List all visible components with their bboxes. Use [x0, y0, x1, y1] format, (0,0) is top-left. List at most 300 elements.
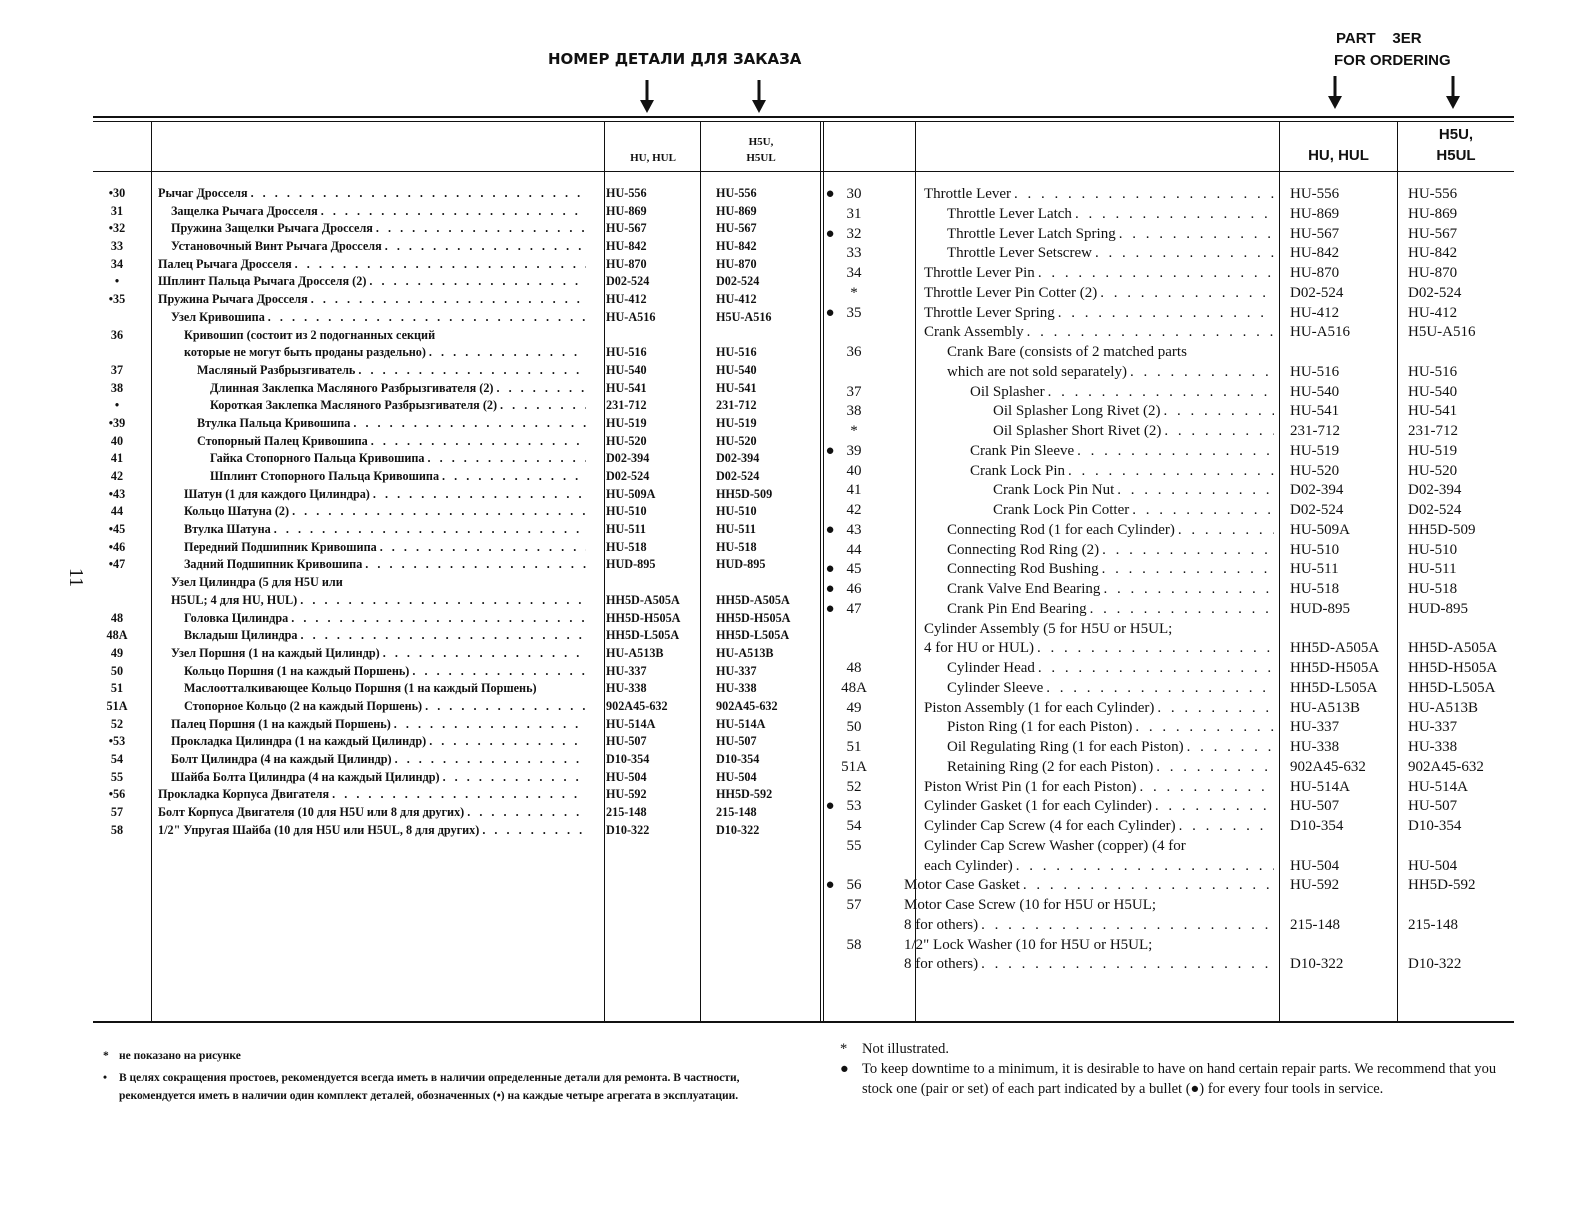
table-row [93, 752, 820, 770]
row-description-text: Установочный Винт Рычага Дросселя [171, 239, 382, 254]
footnote-mark: • [103, 1072, 108, 1084]
part-number-h5: D02-394 [1408, 482, 1462, 499]
part-number-hu: HU-520 [1290, 462, 1340, 479]
row-ref-number: 34 [846, 265, 862, 281]
part-number-hu: HU-338 [1290, 739, 1340, 755]
part-number-hu: 231-712 [1290, 423, 1340, 439]
bullet-icon: ● [825, 521, 835, 538]
part-number-hu: 231-712 [606, 398, 647, 413]
part-number-hu [1290, 937, 1402, 957]
row-description-text: Короткая Заклепка Масляного Разбрызгивателя (2) [210, 398, 498, 413]
right-parts-table [825, 186, 1514, 976]
row-ref-number: 40 [110, 433, 124, 448]
part-number-h5: 231-712 [716, 398, 757, 413]
table-row [93, 328, 820, 346]
row-description [924, 621, 1274, 641]
table-row [93, 504, 820, 522]
table-row [93, 557, 820, 575]
row-ref-number: 46 [846, 581, 862, 597]
row-description [924, 324, 1274, 344]
footnote-mark: * [840, 1041, 848, 1057]
table-row [828, 463, 1514, 483]
dot-leader [1037, 640, 1274, 660]
row-ref-number: 42 [846, 502, 862, 518]
part-number-hu [1290, 344, 1402, 364]
dot-leader [1077, 443, 1274, 463]
dot-leader [1095, 245, 1274, 265]
part-number-hu: HU-507 [606, 734, 647, 749]
table-row [828, 245, 1514, 265]
row-ref-number: 52 [110, 716, 124, 731]
dot-leader [395, 752, 586, 770]
table-row [828, 324, 1514, 344]
part-number-h5: HU-869 [716, 203, 757, 218]
row-description-text: Палец Рычага Дросселя [158, 256, 292, 271]
row-ref-number: •30 [108, 186, 126, 200]
row-description-text: Cylinder Head [947, 660, 1035, 676]
row-description [210, 451, 586, 469]
dot-leader [429, 345, 586, 363]
part-number-h5: HU-504 [716, 769, 757, 784]
row-ref-number: 48A [106, 628, 128, 643]
part-number-h5: HU-516 [1408, 363, 1458, 380]
row-ref-number: 51A [841, 758, 867, 775]
part-number-h5: 231-712 [1408, 423, 1458, 439]
row-ref-number: 36 [110, 327, 124, 342]
row-description-text: Кривошип (состоит из 2 подогнанных секций [184, 327, 436, 342]
part-number-h5: HU-510 [1408, 541, 1458, 558]
part-number-h5 [1408, 937, 1514, 957]
table-row [828, 542, 1514, 562]
right-col-header-h5-line1: H5U, [1438, 126, 1474, 143]
row-ref-number: 48 [846, 660, 862, 676]
row-description-text: Motor Case Screw (10 for H5U or H5UL; [904, 897, 1157, 913]
row-ref-number: 48 [110, 610, 124, 625]
dot-leader [376, 221, 586, 239]
dot-leader [428, 451, 587, 469]
part-number-h5: H5U-A516 [1408, 324, 1476, 341]
row-description-text: Задний Подшипник Кривошипа [184, 557, 363, 572]
table-row [828, 384, 1514, 404]
part-number-h5: HU-870 [716, 256, 757, 271]
part-number-hu: HH5D-H505A [1290, 660, 1380, 676]
bullet-icon: ● [825, 600, 835, 617]
part-number-h5: HU-556 [1408, 186, 1458, 202]
part-number-h5: HU-337 [716, 663, 757, 678]
part-number-hu: HU-592 [1290, 877, 1340, 894]
row-description-text: Пружина Рычага Дросселя [158, 292, 308, 307]
row-ref-number: 58 [110, 822, 124, 837]
part-number-h5: HU-504 [1408, 857, 1458, 874]
row-description-text: Crank Bare (consists of 2 matched parts [947, 344, 1187, 360]
table-row [828, 759, 1514, 779]
table-row [93, 239, 820, 257]
dot-leader [300, 593, 586, 611]
dot-leader [1058, 305, 1274, 325]
row-description [158, 787, 586, 805]
row-ref-number: 40 [846, 462, 862, 479]
part-number-hu: HU-519 [606, 415, 647, 430]
row-description-text: Головка Цилиндра [184, 610, 289, 625]
part-number-h5 [716, 575, 820, 593]
row-description-text: Oil Splasher Long Rivet (2) [993, 403, 1161, 420]
row-description [197, 416, 586, 434]
part-number-hu: HU-507 [1290, 798, 1340, 815]
part-number-hu: HU-556 [606, 186, 647, 200]
part-number-hu: HU-412 [606, 292, 647, 307]
part-number-h5: HH5D-509 [1408, 521, 1476, 538]
dot-leader [1164, 423, 1274, 443]
row-ref-number: 53 [846, 798, 862, 815]
row-ref-number: •43 [108, 486, 126, 501]
part-number-h5: HU-518 [1408, 581, 1458, 597]
part-number-hu: 902A45-632 [606, 698, 668, 713]
part-number-h5: HH5D-L505A [1408, 679, 1496, 696]
dot-leader [1139, 779, 1274, 799]
page-number: 11 [65, 567, 88, 588]
row-description [184, 487, 586, 505]
part-number-hu: HU-870 [606, 256, 647, 271]
part-number-h5: HU-540 [716, 362, 757, 377]
table-row [93, 522, 820, 540]
row-ref-number: 55 [110, 769, 124, 784]
row-ref-number: 41 [110, 451, 124, 466]
row-description [970, 443, 1274, 463]
part-number-h5: D02-394 [716, 451, 760, 466]
dot-leader [369, 274, 586, 292]
part-number-h5: HH5D-H505A [1408, 660, 1498, 676]
row-ref-number: 52 [846, 778, 862, 795]
table-row [825, 561, 1514, 581]
part-number-hu [1290, 838, 1402, 858]
row-description [947, 719, 1274, 739]
table-row [93, 823, 820, 841]
part-number-hu: HU-338 [606, 681, 647, 696]
row-description-text: Piston Wrist Pin (1 for each Piston) [924, 778, 1137, 795]
row-ref-number: 51A [106, 698, 128, 713]
part-number-h5: HU-514A [716, 716, 766, 731]
part-number-h5 [716, 328, 820, 346]
dot-leader [1023, 877, 1274, 897]
dot-leader [1179, 818, 1274, 838]
row-description [184, 504, 586, 522]
row-description-text: each Cylinder) [924, 857, 1013, 874]
row-ref-number: •53 [108, 734, 126, 749]
arrow-down-icon [749, 80, 769, 114]
part-number-h5 [1408, 897, 1514, 917]
part-number-hu: D02-524 [1290, 284, 1344, 301]
footnote [840, 1059, 1520, 1099]
table-row [93, 451, 820, 469]
bullet-icon: ● [825, 304, 835, 321]
part-number-h5: HU-A513B [1408, 699, 1478, 716]
row-description [947, 581, 1274, 601]
table-row [93, 416, 820, 434]
part-number-hu: 902A45-632 [1290, 758, 1366, 775]
part-number-hu: HU-337 [606, 663, 647, 678]
table-row [825, 798, 1514, 818]
table-row [828, 779, 1514, 799]
part-number-hu: D10-354 [606, 752, 650, 766]
dot-leader [1014, 186, 1274, 206]
row-ref-number: •35 [108, 292, 126, 307]
row-ref-number: 48A [841, 679, 867, 696]
row-description [158, 292, 586, 310]
row-description-text: Oil Regulating Ring (1 for each Piston) [947, 739, 1184, 755]
row-description-text: Болт Корпуса Двигателя (10 для H5U или 8 для других) [158, 805, 465, 820]
part-number-h5: D02-524 [716, 469, 760, 483]
dot-leader [500, 398, 586, 416]
row-description [924, 838, 1274, 858]
dot-leader [332, 787, 586, 805]
row-ref-number: •32 [108, 221, 126, 236]
table-row [93, 575, 820, 593]
part-number-hu: D02-524 [606, 469, 650, 483]
table-row [93, 221, 820, 239]
part-number-hu: HU-540 [606, 362, 647, 377]
table-row [828, 403, 1514, 423]
left-footnotes [93, 1047, 783, 1109]
row-description [158, 274, 586, 292]
row-description [947, 739, 1274, 759]
row-ref-number [834, 324, 874, 344]
table-row [828, 285, 1514, 305]
dot-leader [1117, 482, 1274, 502]
part-number-h5: HU-519 [716, 415, 757, 430]
row-description [197, 363, 586, 381]
row-ref-number: 55 [846, 837, 862, 854]
row-description [947, 344, 1274, 364]
row-description [171, 593, 586, 611]
dot-leader [482, 823, 586, 841]
part-number-h5: HU-511 [1408, 561, 1457, 578]
row-ref-number [93, 345, 141, 363]
row-description-text: Crank Lock Pin [970, 462, 1065, 479]
row-ref-number [834, 956, 874, 976]
part-number-h5: HU-511 [716, 522, 756, 537]
dot-leader [425, 699, 586, 717]
part-number-h5: HH5D-592 [1408, 877, 1476, 894]
table-row [93, 469, 820, 487]
part-number-h5: HU-842 [1408, 245, 1458, 262]
table-row [828, 660, 1514, 680]
row-ref-number: * [850, 423, 858, 439]
bullet-icon: ● [825, 561, 835, 578]
part-number-hu: HU-504 [606, 769, 647, 784]
footnote [93, 1047, 783, 1065]
part-number-h5: HU-519 [1408, 442, 1458, 459]
row-description [184, 699, 586, 717]
part-number-h5: HU-507 [716, 734, 757, 749]
table-bottom-rule [93, 1021, 1514, 1023]
row-description-text: Crank Pin End Bearing [947, 600, 1087, 617]
row-description [993, 423, 1274, 443]
row-ref-number: 54 [846, 818, 862, 834]
dot-leader [1102, 561, 1274, 581]
row-description [158, 186, 586, 204]
row-description [184, 522, 586, 540]
dot-leader [371, 434, 586, 452]
row-description-text: Стопорное Кольцо (2 на каждый Поршень) [184, 698, 423, 713]
dot-leader [429, 734, 586, 752]
part-number-h5: HU-567 [1408, 225, 1458, 242]
table-row [93, 204, 820, 222]
part-number-h5: HU-507 [1408, 798, 1458, 815]
row-description [970, 463, 1274, 483]
part-number-hu: HU-842 [606, 239, 647, 254]
part-number-hu: HU-412 [1290, 304, 1340, 321]
part-number-hu: HH5D-L505A [606, 628, 680, 643]
part-number-hu: 215-148 [606, 805, 647, 820]
row-ref-number: 49 [110, 645, 124, 660]
row-description-text: Стопорный Палец Кривошипа [197, 433, 368, 448]
row-description-text: 4 for HU or HUL) [924, 640, 1034, 657]
table-row [93, 363, 820, 381]
row-description-text: Motor Case Gasket [904, 877, 1020, 894]
row-description-text: Передний Подшипник Кривошипа [184, 539, 377, 554]
row-description-text: Маслоотталкивающее Кольцо Поршня (1 на каждый Поршень) [184, 681, 537, 696]
row-description [210, 381, 586, 399]
part-number-hu: HU-516 [606, 345, 647, 360]
dot-leader [442, 469, 586, 487]
part-number-h5: HU-338 [1408, 739, 1458, 755]
row-description [947, 364, 1274, 384]
table-row [828, 344, 1514, 364]
row-description-text: Палец Поршня (1 на каждый Поршень) [171, 716, 391, 731]
part-number-h5: HUD-895 [1408, 600, 1468, 617]
row-ref-number: 57 [110, 805, 124, 820]
row-description [947, 680, 1274, 700]
row-description-text: Throttle Lever Pin [924, 265, 1035, 281]
part-number-h5: HU-869 [1408, 205, 1458, 222]
row-description-text: Узел Цилиндра (5 для H5U или [171, 575, 343, 590]
table-row [828, 482, 1514, 502]
part-number-hu: HU-337 [1290, 719, 1340, 736]
table-row [93, 257, 820, 275]
table-row [93, 699, 820, 717]
row-description-text: 1/2" Упругая Шайба (10 для H5U или H5UL, 8 для других) [158, 822, 480, 837]
row-ref-number [834, 858, 874, 878]
row-ref-number: 45 [846, 561, 862, 578]
row-description [184, 328, 586, 346]
row-description-text: Throttle Lever [924, 186, 1012, 202]
table-row [828, 917, 1514, 937]
row-description-text: Oil Splasher [970, 383, 1045, 400]
right-heading-line1: PART 3ER [1336, 30, 1422, 47]
part-number-h5: D10-354 [716, 752, 760, 766]
row-description-text: Длинная Заклепка Масляного Разбрызгивателя (2) [210, 380, 494, 395]
row-description [947, 245, 1274, 265]
row-description [184, 557, 586, 575]
table-row [93, 345, 820, 363]
row-description [210, 398, 586, 416]
row-description [904, 956, 1274, 976]
row-ref-number: 51 [110, 681, 124, 696]
row-description-text: Oil Splasher Short Rivet (2) [993, 423, 1162, 439]
row-ref-number: •56 [108, 787, 126, 802]
row-description-text: Connecting Rod Bushing [947, 561, 1099, 578]
row-description-text: Connecting Rod (1 for each Cylinder) [947, 521, 1175, 538]
part-number-hu: HU-870 [1290, 265, 1340, 281]
table-row [825, 304, 1514, 325]
table-row [825, 186, 1514, 206]
row-ref-number: •39 [108, 415, 126, 430]
part-number-hu: HU-A516 [606, 309, 656, 324]
dot-leader [1132, 502, 1274, 522]
table-row [828, 265, 1514, 285]
bullet-icon: ● [825, 225, 835, 242]
row-description [171, 575, 586, 593]
row-ref-number [834, 917, 874, 937]
part-number-hu: HU-510 [1290, 541, 1340, 558]
part-number-h5: 215-148 [1408, 916, 1458, 933]
dot-leader [295, 257, 586, 275]
left-parts-table [93, 186, 820, 840]
table-row [828, 364, 1514, 384]
part-number-h5: HU-338 [716, 681, 757, 696]
table-row [828, 956, 1514, 976]
row-description [184, 681, 586, 699]
part-number-h5: HU-510 [716, 504, 757, 519]
part-number-h5: D10-322 [1408, 956, 1462, 973]
row-description-text: Узел Поршня (1 на каждый Цилиндр) [171, 645, 380, 660]
row-ref-number [834, 621, 874, 641]
part-number-h5: HU-516 [716, 345, 757, 360]
part-number-hu: HU-567 [1290, 225, 1340, 242]
table-row [93, 292, 820, 310]
dot-leader [385, 239, 586, 257]
part-number-hu: HU-510 [606, 504, 647, 519]
dot-leader [321, 204, 586, 222]
row-ref-number: •46 [108, 539, 126, 554]
row-description [947, 542, 1274, 562]
row-ref-number: 37 [110, 362, 124, 377]
part-number-h5: HU-514A [1408, 778, 1468, 795]
footnote-mark: * [103, 1050, 109, 1062]
bullet-icon: ● [825, 877, 835, 894]
part-number-h5: HH5D-H505A [716, 610, 791, 625]
row-description-text: Прокладка Цилиндра (1 на каждый Цилиндр) [171, 734, 427, 749]
row-description [184, 664, 586, 682]
dot-leader [380, 540, 586, 558]
row-description-text: H5UL; 4 для HU, HUL) [171, 592, 298, 607]
table-row [93, 186, 820, 204]
part-number-hu: HU-514A [606, 716, 656, 731]
row-description-text: Узел Кривошипа [171, 309, 265, 324]
row-description [184, 628, 586, 646]
table-row [93, 646, 820, 664]
part-number-h5: HU-A513B [716, 645, 774, 660]
dot-leader [1102, 542, 1274, 562]
part-number-hu [606, 328, 701, 346]
row-description-text: которые не могут быть проданы раздельно) [184, 345, 426, 360]
row-description [904, 877, 1274, 897]
row-description-text: Throttle Lever Latch Spring [947, 225, 1116, 242]
row-ref-number: 50 [846, 719, 862, 736]
table-row [93, 540, 820, 558]
row-description [924, 779, 1274, 799]
row-ref-number: 38 [846, 403, 862, 420]
dot-leader [1178, 522, 1274, 542]
part-number-hu: D10-354 [1290, 818, 1344, 834]
row-description-text: Шайба Болта Цилиндра (4 на каждый Цилиндр) [171, 769, 440, 784]
dot-leader [1135, 719, 1274, 739]
part-number-hu [606, 575, 701, 593]
row-description-text: Crank Pin Sleeve [970, 442, 1075, 459]
part-number-h5: D02-524 [1408, 284, 1462, 301]
table-row [93, 628, 820, 646]
row-ref-number: • [114, 398, 120, 413]
